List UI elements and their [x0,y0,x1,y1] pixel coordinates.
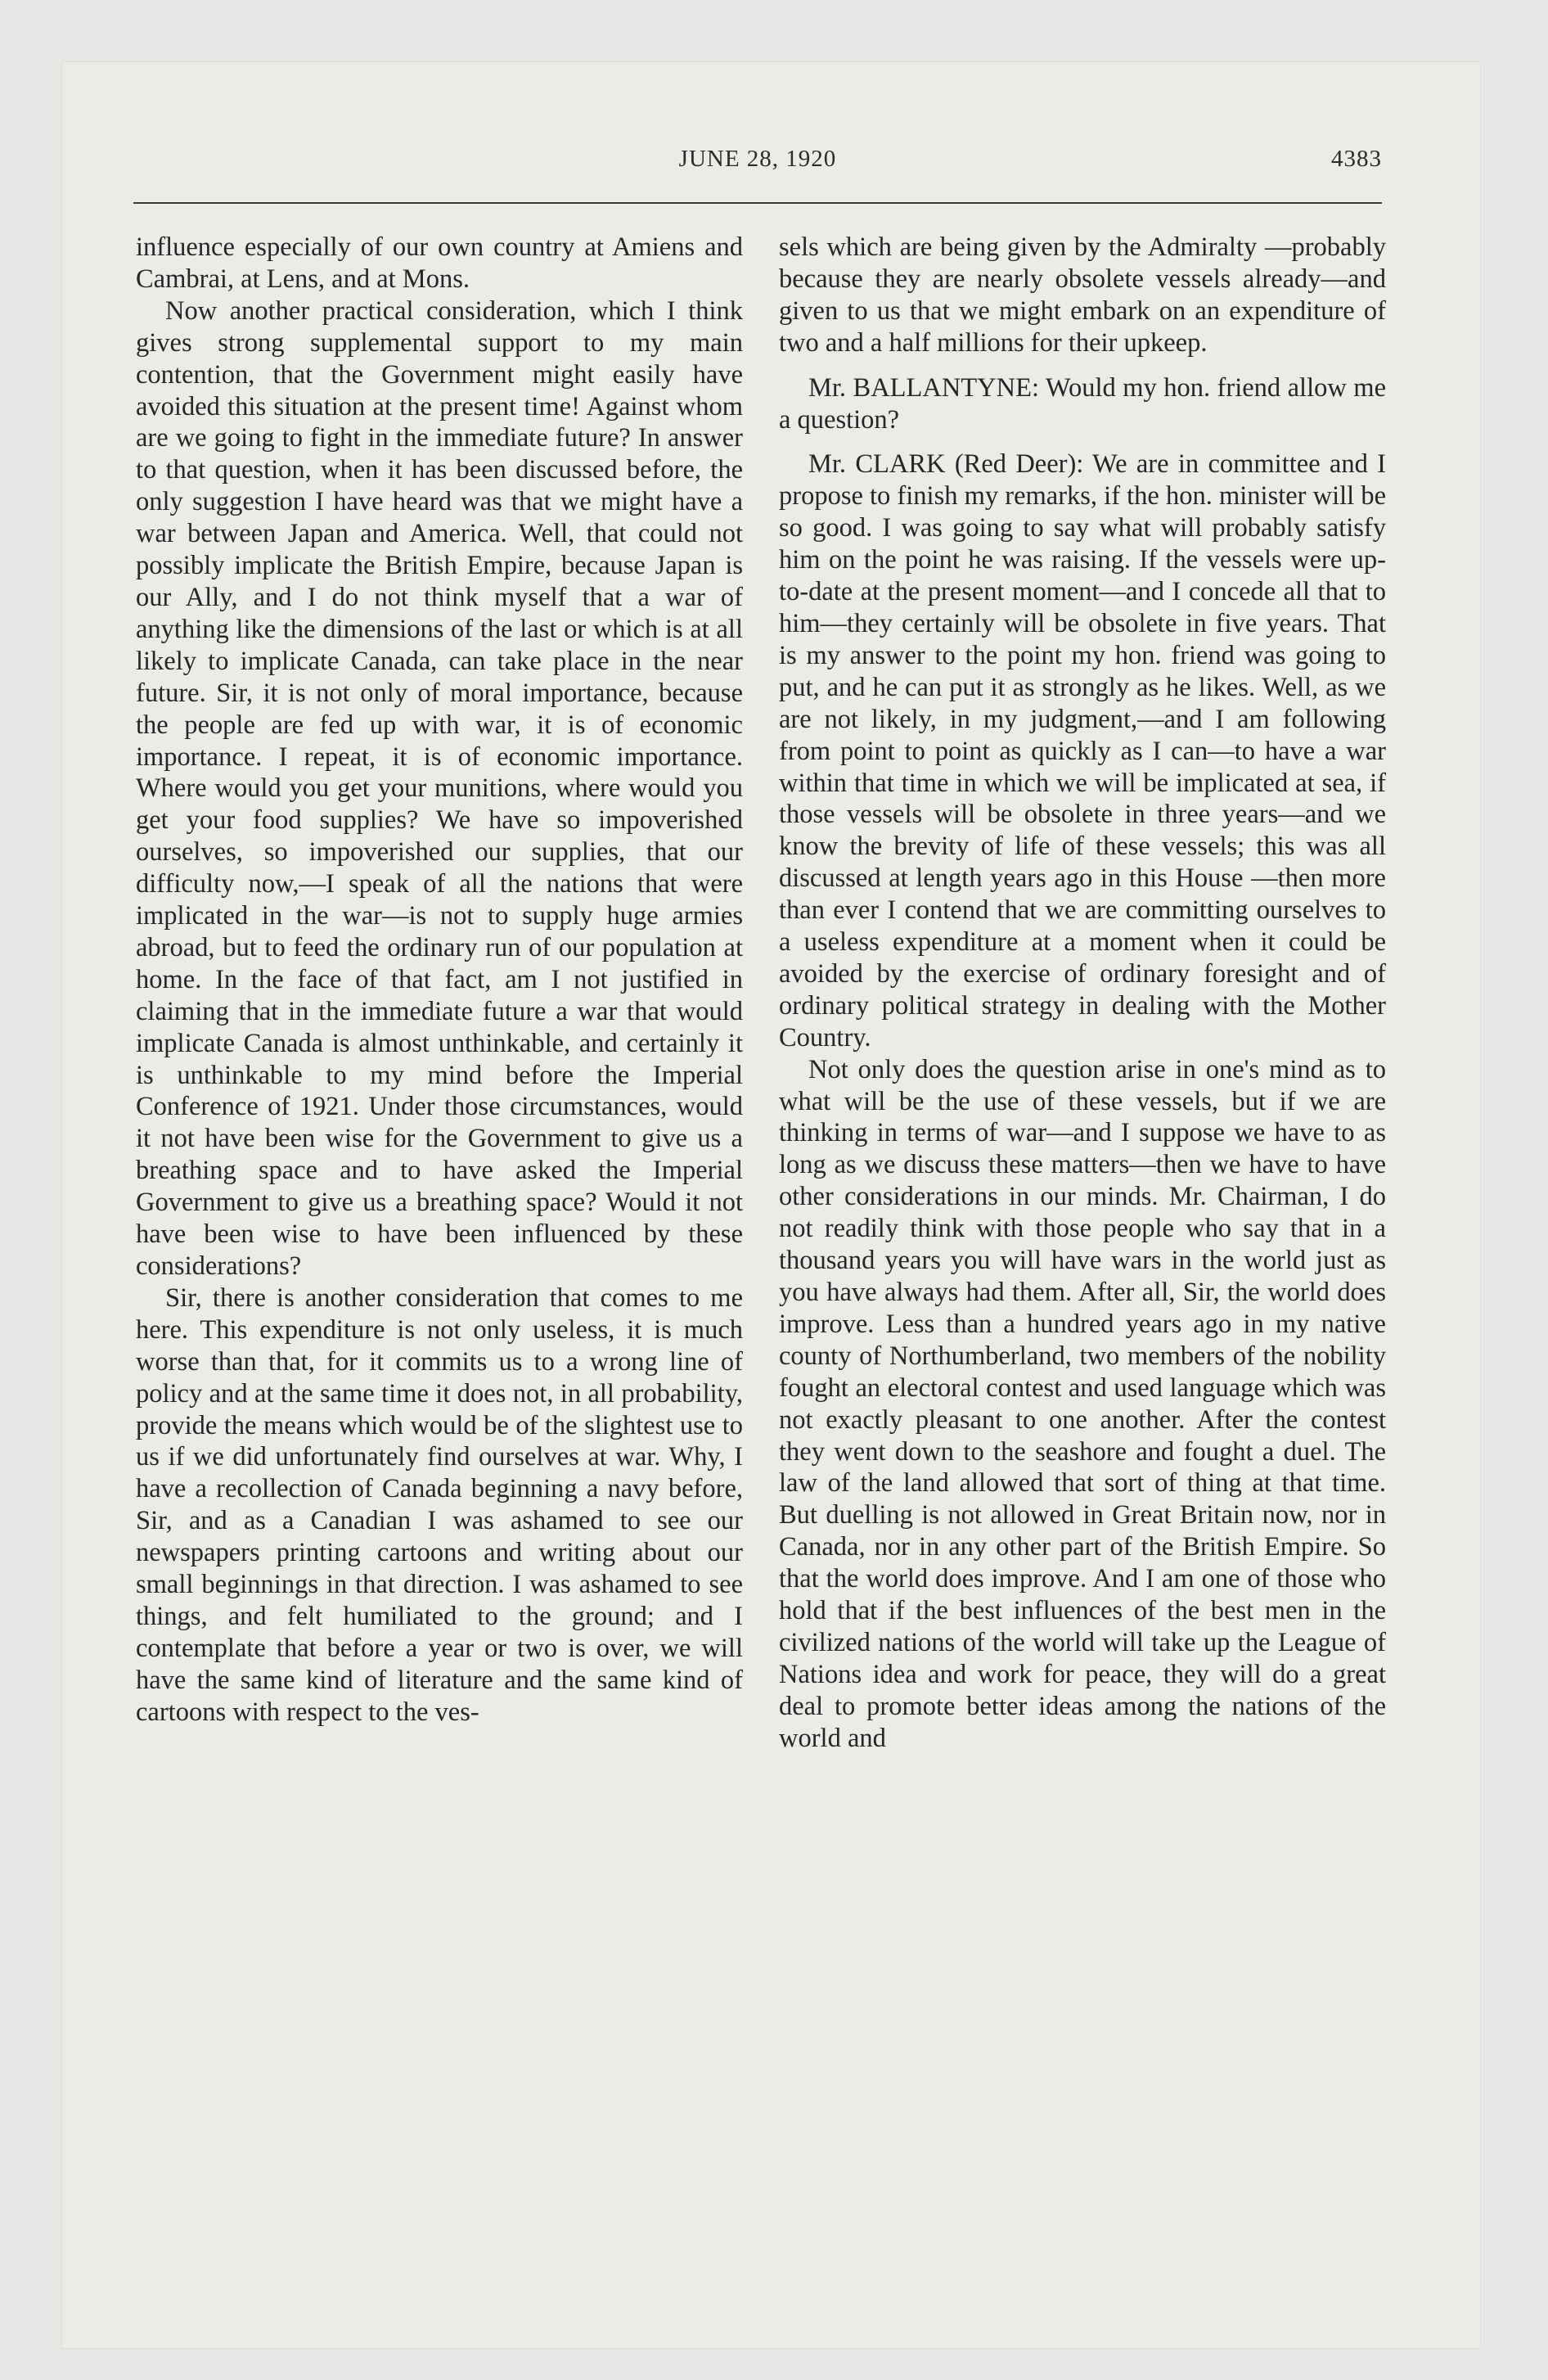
paragraph-continuation: influence especially of our own country at Amiens and Cambrai, at Lens, and at Mons. [136,232,743,294]
speech-ballantyne: Mr. BALLANTYNE: Would my hon. friend allow me a question? [779,372,1386,435]
header-rule [133,202,1382,204]
right-column [779,232,1386,1755]
page-header [133,146,1382,178]
paragraph-continued-vessels: sels which are being given by the Admiralty —probably because they are nearly obsolete vessels already—and given to us that we might embark on an expenditure of two and a half millions for their upkeep. [779,232,1386,358]
paragraph-practical-consideration: Now another practical consideration, which I think gives strong supplemental support to my main contention, that the Government might easily have avoided this situation at the present time! Against whom are we going to fight in the immediate future? In answer to that question, when it has been discussed before, the only suggestion I have heard was that we might have a war between Japan and America. Well, that could not possibly implicate the British Empire, because Japan is our Ally, and I do not think myself that a war of anything like the dimensions of the last or which is at all likely to implicate Canada, can take place in the near future. Sir, it is not only of moral importance, because the people are fed up with war, it is of economic importance. I repeat, it is of economic importance. Where would you get your munitions, where would you get your food supplies? We have so impoverished ourselves, so impoverished our supplies, that our difficulty now,—I speak of all the nations that were implicated in the war—is not to supply huge armies abroad, but to feed the ordinary run of our population at home. In the face of that fact, am I not justified in claiming that in the immediate future a war that would implicate Canada is almost unthinkable, and certainly it is unthinkable to my mind before the Imperial Conference of 1921. Under those circumstances, would it not have been wise for the Government to give us a breathing space and to have asked the Imperial Government to give us a breathing space? Would it not have been wise to have been influenced by these considerations? [136,295,743,1281]
paragraph-world-improves: Not only does the question arise in one's mind as to what will be the use of these vessels, but if we are thinking in terms of war—and I suppose we have to as long as we discuss these matters—then we have to have other considerations in our minds. Mr. Chairman, I do not readily think with those people who say that in a thousand years you will have wars in the world just as you have always had them. After all, Sir, the world does improve. Less than a hundred years ago in my native county of Northumberland, two members of the nobility fought an electoral contest and used language which was not exactly pleasant to one another. After the contest they went down to the seashore and fought a duel. The law of the land allowed that sort of thing at that time. But duelling is not allowed in Great Britain now, nor in Canada, nor in any other part of the British Empire. So that the world does improve. And I am one of those who hold that if the best influences of the best men in the civilized nations of the world will take up the League of Nations idea and work for peace, they will do a great deal to promote better ideas among the nations of the world and [779,1054,1386,1753]
page-number: 4383 [1331,146,1382,172]
left-column [136,232,743,1729]
paragraph-expenditure: Sir, there is another consideration that comes to me here. This expenditure is not only useless, it is much worse than that, for it commits us to a wrong line of policy and at the same time it does not, in all probability, provide the means which would be of the slightest use to us if we did unfortunately find ourselves at war. Why, I have a recollection of Canada beginning a navy before, Sir, and as a Canadian I was ashamed to see our newspapers printing cartoons and writing about our small beginnings in that direction. I was ashamed to see things, and felt humiliated to the ground; and I contemplate that before a year or two is over, we will have the same kind of literature and the same kind of cartoons with respect to the ves- [136,1282,743,1727]
speech-clark: Mr. CLARK (Red Deer): We are in committee and I propose to finish my remarks, if the hon. minister will be so good. I was going to say what will probably satisfy him on the point he was raising. If the vessels were up-to-date at the present moment—and I concede all that to him—they certainly will be obsolete in five years. That is my answer to the point my hon. friend was going to put, and he can put it as strongly as he likes. Well, as we are not likely, in my judgment,—and I am following from point to point as quickly as I can—to have a war within that time in which we will be implicated at sea, if those vessels will be obsolete in three years—and we know the brevity of life of these vessels; this was all discussed at length years ago in this House —then more than ever I contend that we are committing ourselves to a useless expenditure at a moment when it could be avoided by the exercise of ordinary foresight and of ordinary political strategy in dealing with the Mother Country. [779,449,1386,1053]
header-date: JUNE 28, 1920 [678,146,837,172]
